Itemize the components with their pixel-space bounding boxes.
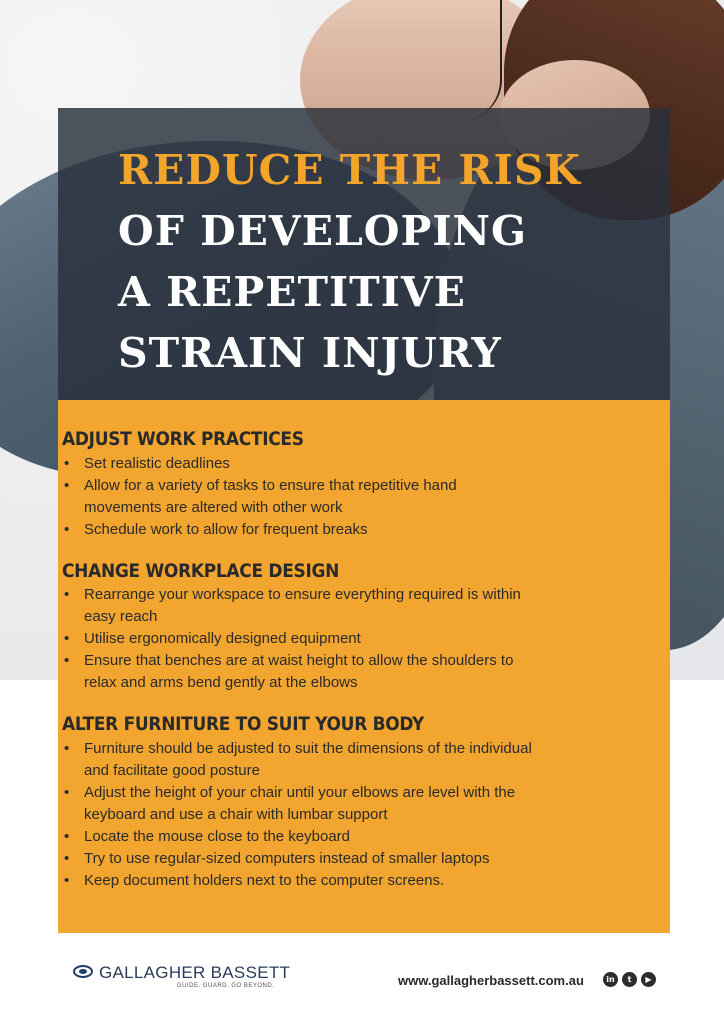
section-heading-workplace-design: CHANGE WORKPLACE DESIGN — [62, 560, 340, 583]
page-title — [118, 140, 581, 384]
twitter-icon[interactable]: t — [622, 972, 637, 987]
list-item: • Rearrange your workspace to ensure everything required is within easy reach — [62, 584, 532, 628]
title-line-2: OF DEVELOPING — [118, 207, 528, 255]
list-item: • Try to use regular-sized computers instead of smaller laptops — [62, 848, 532, 870]
list-furniture — [62, 738, 532, 892]
list-item: • Locate the mouse close to the keyboard — [62, 826, 532, 848]
section-heading-furniture: ALTER FURNITURE TO SUIT YOUR BODY — [62, 713, 424, 736]
list-item: • Ensure that benches are at waist height to allow the shoulders to relax and arms bend gently at the elbows — [62, 650, 532, 694]
logo-text: GALLAGHER BASSETT — [99, 963, 291, 982]
list-item: • Keep document holders next to the computer screens. — [62, 870, 532, 892]
list-item: • Schedule work to allow for frequent breaks — [62, 519, 532, 541]
logo-tagline: GUIDE. GUARD. GO BEYOND. — [177, 983, 275, 989]
section-heading-work-practices: ADJUST WORK PRACTICES — [62, 428, 304, 451]
title-line-3: A REPETITIVE — [118, 268, 466, 316]
list-item: • Utilise ergonomically designed equipment — [62, 628, 532, 650]
linkedin-icon[interactable]: in — [603, 972, 618, 987]
photo-headset-cord — [440, 0, 502, 120]
list-workplace-design — [62, 584, 532, 694]
list-item: • Set realistic deadlines — [62, 453, 532, 475]
website-link[interactable]: www.gallagherbassett.com.au — [398, 973, 584, 988]
list-work-practices — [62, 453, 532, 541]
youtube-icon[interactable]: ▶ — [641, 972, 656, 987]
list-item: • Adjust the height of your chair until your elbows are level with the keyboard and use a chair with lumbar support — [62, 782, 532, 826]
list-item: • Furniture should be adjusted to suit the dimensions of the individual and facilitate good posture — [62, 738, 532, 782]
title-line-1: REDUCE THE RISK — [118, 146, 582, 194]
title-line-4: STRAIN INJURY — [118, 329, 502, 377]
logo-mark-icon — [73, 965, 93, 978]
list-item: • Allow for a variety of tasks to ensure that repetitive hand movements are altered with other work — [62, 475, 532, 519]
